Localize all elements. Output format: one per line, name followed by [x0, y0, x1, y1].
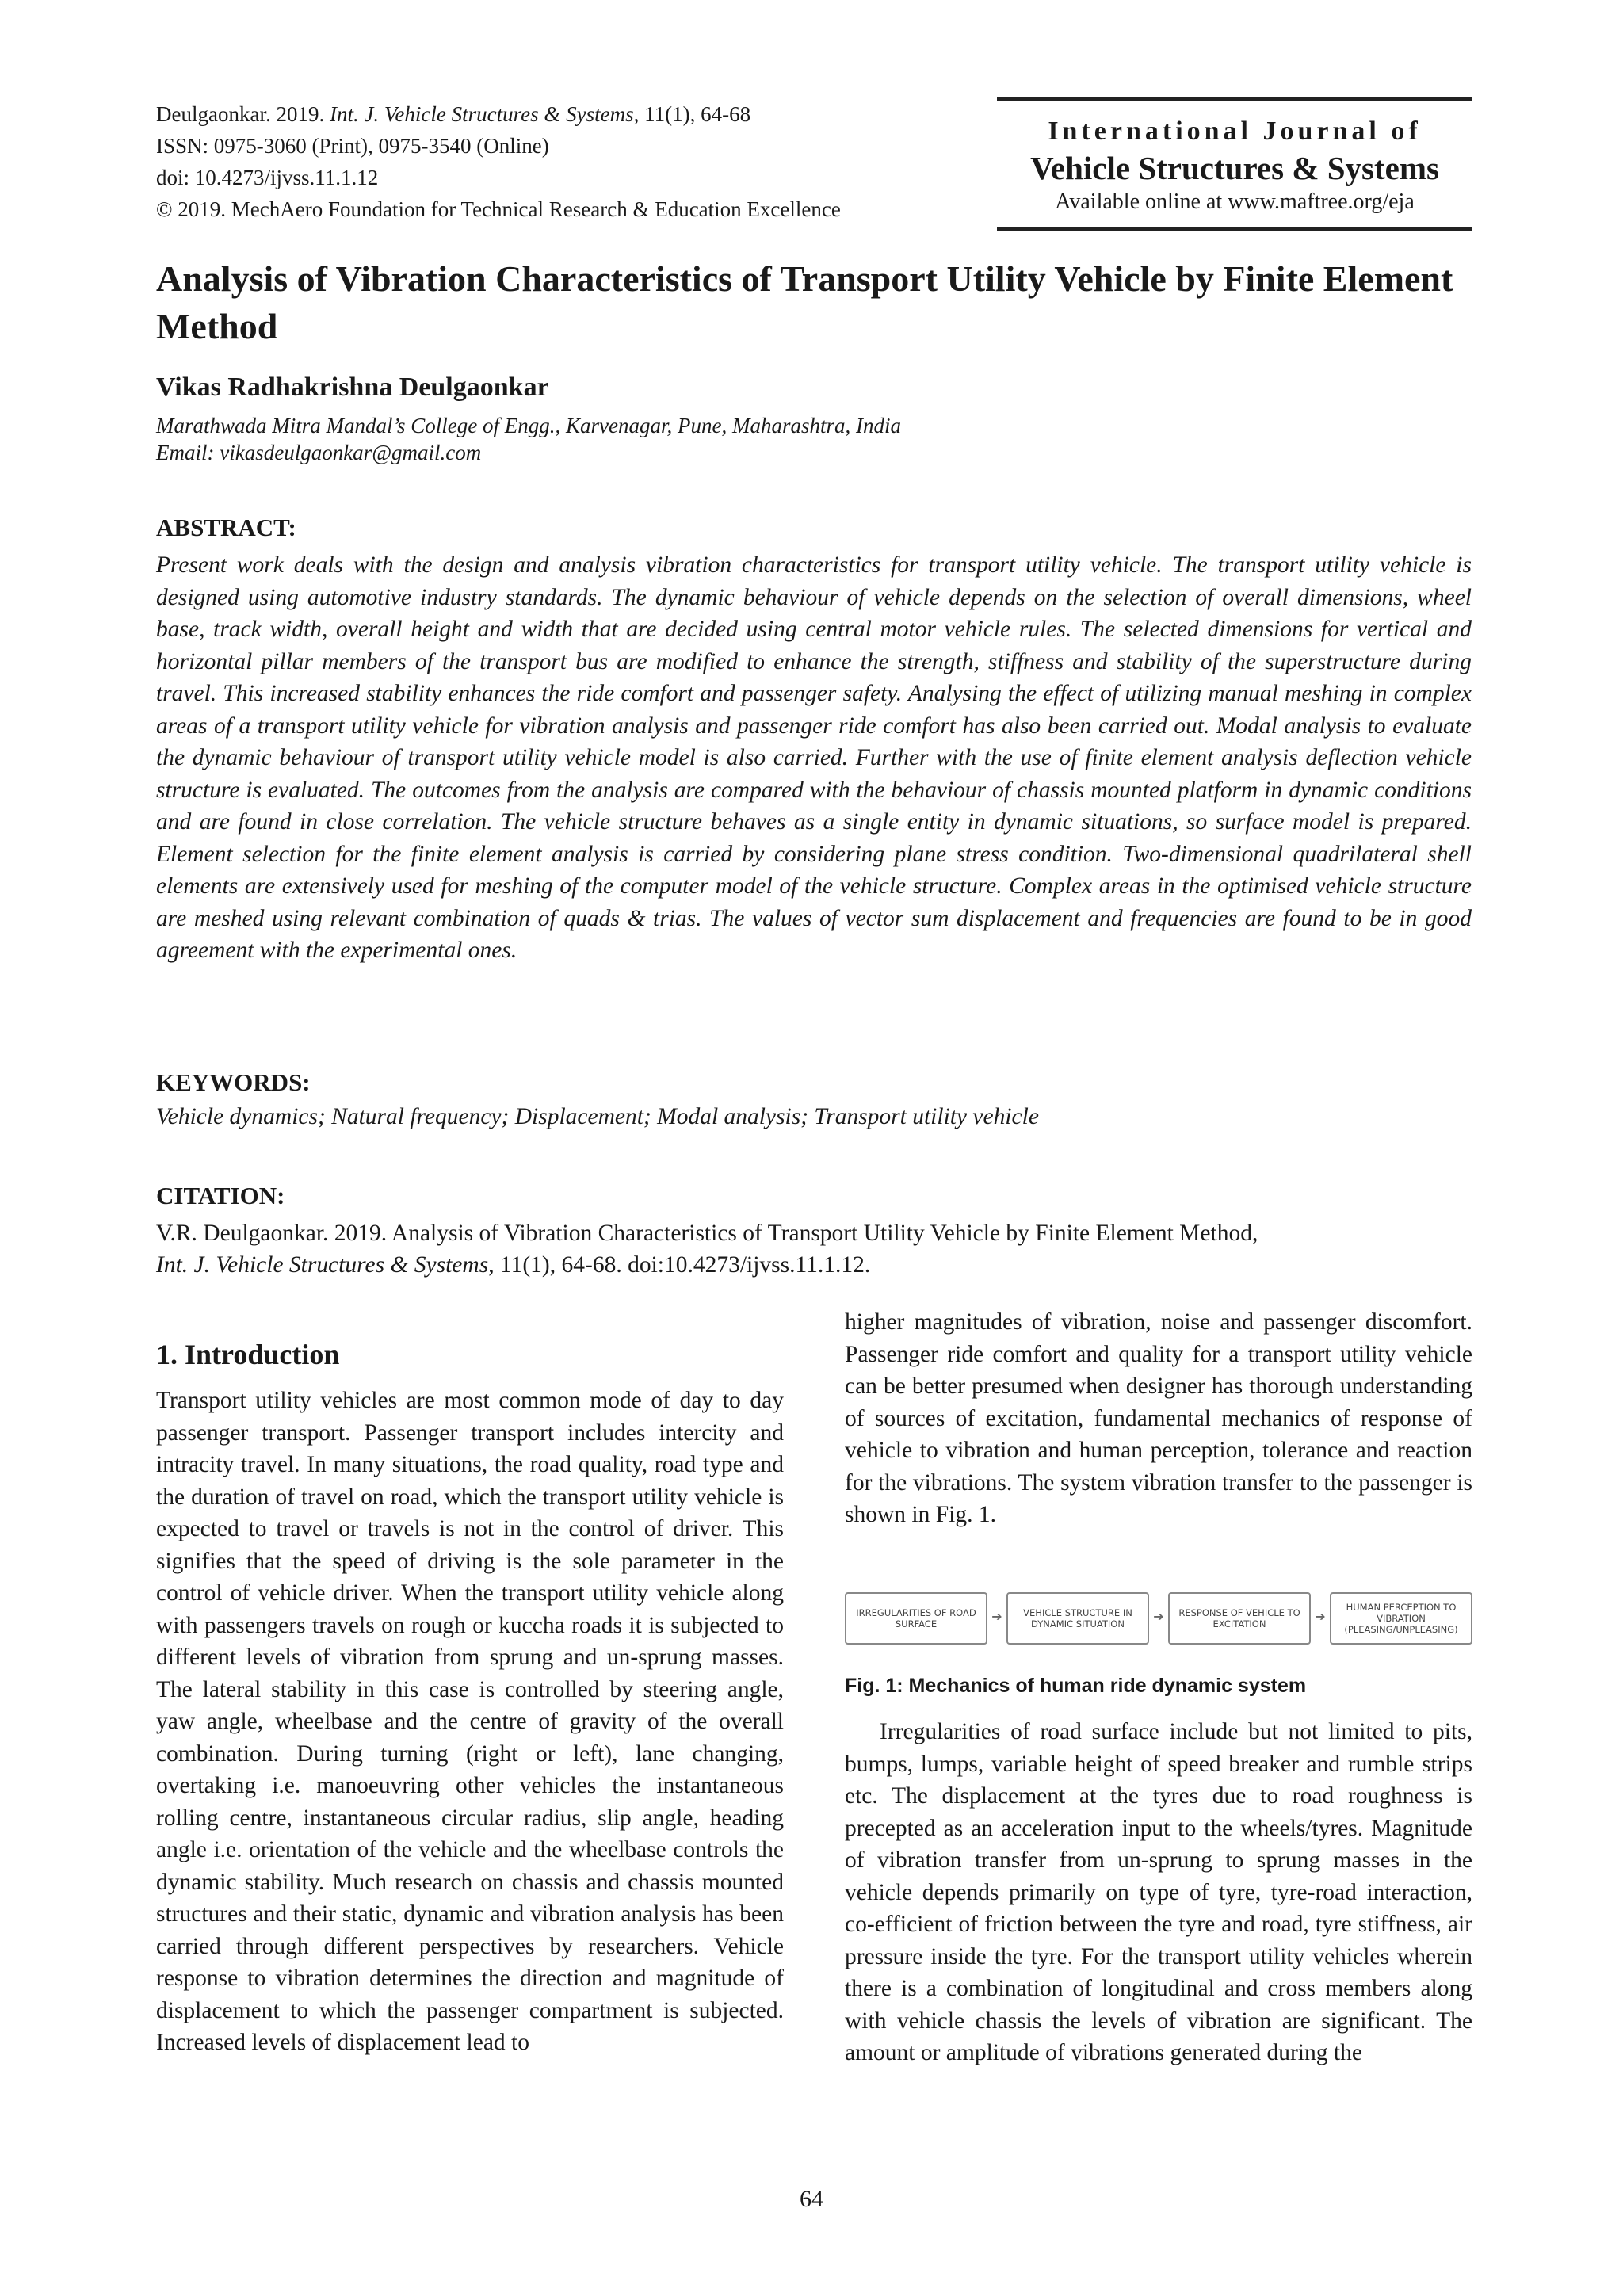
header-citation-line [156, 98, 972, 130]
citation-text [156, 1217, 1472, 1281]
arrow-right-icon: ➔ [1153, 1610, 1164, 1624]
page-number: 64 [800, 2186, 823, 2212]
abstract-text: Present work deals with the design and analysis vibration characteristics for transport utility vehicle. The transport utility vehicle is designed using automotive industry standards. The dynamic behaviour of vehicle depends on the selection of overall dimensions, wheel base, track width, overall height and width that are decided using central motor vehicle rules. The selected dimensions for vertical and horizontal pillar members of the transport bus are modified to enhance the strength, stiffness and stability of the superstructure during travel. This increased stability enhances the ride comfort and passenger safety. Analysing the effect of utilizing manual meshing in complex areas of a transport utility vehicle for vibration analysis and passenger ride comfort has also been carried out. Modal analysis to evaluate the dynamic behaviour of transport utility vehicle model is also carried. Further with the use of finite element analysis deflection vehicle structure is evaluated. The outcomes from the analysis are compared with the behaviour of chassis mounted platform in dynamic conditions and are found in close correlation. The vehicle structure behaves as a single entity in dynamic situations, so surface model is prepared. Element selection for the finite element analysis is carried by considering plane stress condition. Two-dimensional quadrilateral shell elements are extensively used for meshing of the computer model of the vehicle structure. Complex areas in the optimised vehicle structure are meshed using relevant combination of quads & trias. The values of vector sum displacement and frequencies are found to be in good agreement with the experimental ones. [156, 552, 1472, 963]
figure-1-box-road: IRREGULARITIES OF ROAD SURFACE [845, 1592, 987, 1645]
arrow-right-icon: ➔ [1315, 1610, 1326, 1624]
figure-1-box-human: HUMAN PERCEPTION TO VIBRATION (PLEASING/UNPLEASING) [1330, 1592, 1472, 1645]
figure-1-caption: Fig. 1: Mechanics of human ride dynamic system [845, 1675, 1307, 1697]
journal-box-line2: Vehicle Structures & Systems [1030, 150, 1439, 186]
header-journal-name: Int. J. Vehicle Structures & Systems [329, 102, 634, 126]
introduction-left-paragraph: Transport utility vehicles are most common mode of day to day passenger transport. Passenger transport includes intercity and intracity travel. In many situations, the road quality, road type and the duration of travel on road, which the transport utility vehicle is expected to travel or travels is not in the control of driver. This signifies that the speed of driving is the sole parameter in the control of vehicle driver. When the transport utility vehicle along with passengers travels on rough or kuccha roads it is subjected to different levels of vibration from sprung and un-sprung masses. The lateral stability in this case is controlled by steering angle, yaw angle, wheelbase and the centre of gravity of the overall combination. During turning (right or left), lane changing, overtaking i.e. manoeuvring other vehicles the instantaneous rolling centre, instantaneous circular radius, slip angle, heading angle i.e. orientation of the vehicle and the wheelbase controls the dynamic stability. Much research on chassis and chassis mounted structures and their static, dynamic and vibration analysis has been carried through different perspectives by researchers. Vehicle response to vibration determines the direction and magnitude of displacement to which the passenger compartment is subjected. Increased levels of displacement lead to [156, 1388, 784, 2055]
header-issn: ISSN: 0975-3060 (Print), 0975-3540 (Online) [156, 134, 549, 158]
introduction-right-paragraph-1: higher magnitudes of vibration, noise and passenger discomfort. Passenger ride comfort and quality for a transport utility vehicle can be better presumed when designer has thorough understanding of sources of excitation, fundamental mechanics of response of vehicle to vibration and human perception, tolerance and reaction for the vibrations. The system vibration transfer to the passenger is shown in Fig. 1. [845, 1309, 1472, 1527]
keywords-text: Vehicle dynamics; Natural frequency; Displacement; Modal analysis; Transport utility vehicle [156, 1104, 1039, 1129]
affiliation: Marathwada Mitra Mandal’s College of Engg., Karvenagar, Pune, Maharashtra, India [156, 414, 901, 437]
author-email: Email: vikasdeulgaonkar@gmail.com [156, 441, 482, 464]
author-name: Vikas Radhakrishna Deulgaonkar [156, 372, 549, 402]
journal-box-bottom-rule [997, 227, 1472, 231]
keywords-heading: KEYWORDS: [156, 1068, 311, 1096]
citation-heading: CITATION: [156, 1182, 285, 1209]
introduction-heading: 1. Introduction [156, 1339, 340, 1370]
header-citation-prefix: Deulgaonkar. 2019. [156, 102, 330, 126]
citation-journal: Int. J. Vehicle Structures & Systems [156, 1252, 489, 1278]
figure-1-box-response: RESPONSE OF VEHICLE TO EXCITATION [1168, 1592, 1311, 1645]
citation-line1: V.R. Deulgaonkar. 2019. Analysis of Vibration Characteristics of Transport Utility Vehicle by Finite Element Method, [156, 1221, 1258, 1246]
citation-line2-suffix: , 11(1), 64-68. doi:10.4273/ijvss.11.1.12. [488, 1252, 871, 1278]
paper-title: Analysis of Vibration Characteristics of Transport Utility Vehicle by Finite Element Method [156, 258, 1453, 346]
abstract-heading: ABSTRACT: [156, 514, 296, 541]
journal-box-line1: International Journal of [1048, 117, 1422, 146]
journal-box [997, 97, 1472, 231]
figure-1-box-structure: VEHICLE STRUCTURE IN DYNAMIC SITUATION [1006, 1592, 1149, 1645]
journal-box-top-rule [997, 97, 1472, 101]
author-affiliation-block [156, 412, 1345, 466]
citation-line2 [156, 1249, 1472, 1281]
header-doi: doi: 10.4273/ijvss.11.1.12 [156, 166, 379, 189]
header-citation-suffix: , 11(1), 64-68 [633, 102, 751, 126]
figure-1-diagram [845, 1587, 1472, 1652]
journal-box-line3: Available online at www.maftree.org/eja [1055, 189, 1415, 214]
header-citation-block [156, 98, 972, 225]
introduction-right-paragraph-2: Irregularities of road surface include but not limited to pits, bumps, lumps, variable height of speed breaker and rumble strips etc. The displacement at the tyres due to road roughness is precepted as an acceleration input to the wheels/tyres. Magnitude of vibration transfer from un-sprung to sprung masses in the vehicle depends primarily on type of tyre, tyre-road interaction, co-efficient of friction between the tyre and road, tyre stiffness, air pressure inside the tyre. For the transport utility vehicles wherein there is a combination of longitudinal and cross members along with vehicle chassis the levels of vibration are significant. The amount or amplitude of vibrations generated during the [845, 1719, 1472, 2065]
header-copyright: © 2019. MechAero Foundation for Technical Research & Education Excellence [156, 197, 841, 221]
arrow-right-icon: ➔ [991, 1610, 1002, 1624]
